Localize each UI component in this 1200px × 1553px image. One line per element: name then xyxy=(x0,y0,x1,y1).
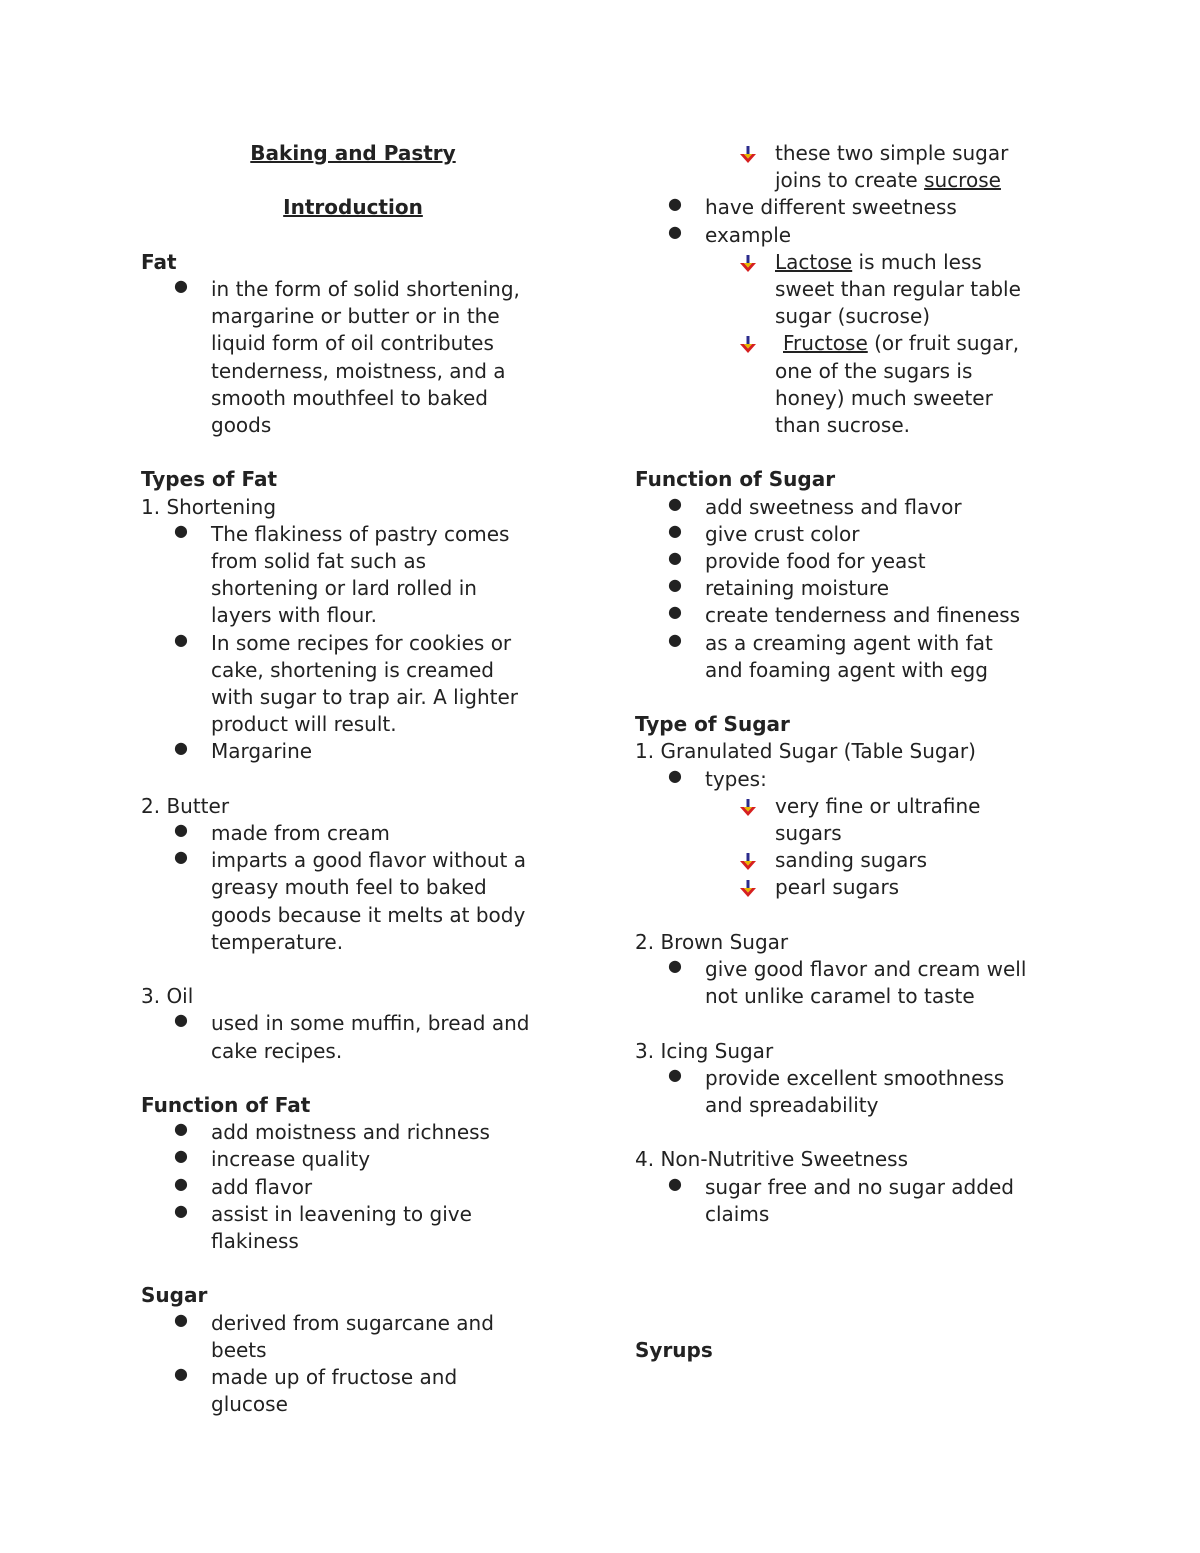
list-item: ● made up of fructose and glucose xyxy=(174,1364,458,1417)
arrow-bullet-icon xyxy=(739,799,757,817)
list-item: ● retaining moisture xyxy=(668,575,890,601)
list-item: ● imparts a good flavor without a greasy mouth feel to baked goods because it melts at body temperature. xyxy=(174,847,526,954)
bullet-icon: ● xyxy=(668,194,682,214)
bullet-icon: ● xyxy=(174,820,188,840)
list-item: ● give good flavor and cream well not unlike caramel to taste xyxy=(668,956,1027,1009)
subheading-brown-sugar: 2. Brown Sugar xyxy=(635,929,789,954)
subheading-non-nutritive: 4. Non-Nutritive Sweetness xyxy=(635,1147,909,1172)
bullet-icon: ● xyxy=(668,493,682,513)
arrow-bullet-icon xyxy=(739,336,757,354)
sub-list-item: Fructose (or fruit sugar, one of the sugars is honey) much sweeter than sucrose. xyxy=(635,330,1075,439)
heading-function-of-sugar: Function of Sugar xyxy=(635,467,836,492)
term-lactose: Lactose xyxy=(775,249,853,274)
list-item: ● used in some muffin, bread and cake recipes. xyxy=(174,1010,530,1063)
arrow-bullet-icon xyxy=(739,255,757,273)
bullet-icon: ● xyxy=(668,629,682,649)
sub-list-item: very fine or ultrafine sugars xyxy=(635,793,1075,847)
term-fructose: Fructose xyxy=(783,331,868,356)
subheading-oil: 3. Oil xyxy=(141,984,194,1009)
list-item: ● example xyxy=(668,221,792,247)
bullet-icon: ● xyxy=(174,1200,188,1220)
bullet-icon: ● xyxy=(174,1309,188,1329)
list-item: ● add sweetness and flavor xyxy=(668,493,962,519)
subheading-icing-sugar: 3. Icing Sugar xyxy=(635,1038,774,1063)
subheading-granulated: 1. Granulated Sugar (Table Sugar) xyxy=(635,739,976,764)
list-item: ● increase quality xyxy=(174,1146,371,1172)
bullet-icon: ● xyxy=(668,221,682,241)
bullet-icon: ● xyxy=(174,1010,188,1030)
list-item: ● sugar free and no sugar added claims xyxy=(668,1173,1014,1226)
sub-list-item: pearl sugars xyxy=(635,874,1075,901)
bullet-icon: ● xyxy=(174,275,188,295)
list-item: ● create tenderness and fineness xyxy=(668,602,1021,628)
list-item: ● add moistness and richness xyxy=(174,1119,490,1145)
list-item: ● provide food for yeast xyxy=(668,548,926,574)
bullet-icon: ● xyxy=(668,765,682,785)
heading-fat: Fat xyxy=(141,249,177,274)
heading-types-of-fat: Types of Fat xyxy=(141,467,278,492)
list-item: ● In some recipes for cookies or cake, shortening is creamed with sugar to trap air. A lighter product will result. xyxy=(174,629,519,737)
heading-syrups: Syrups xyxy=(635,1337,713,1362)
arrow-bullet-icon xyxy=(739,853,757,871)
bullet-icon: ● xyxy=(174,1173,188,1193)
list-item: ● provide excellent smoothness and spreadability xyxy=(668,1064,1005,1118)
heading-function-of-fat: Function of Fat xyxy=(141,1093,311,1118)
bullet-icon: ● xyxy=(668,1173,682,1193)
right-column xyxy=(635,140,1075,1364)
list-item: ● give crust color xyxy=(668,520,860,546)
list-item: ● have different sweetness xyxy=(668,194,957,220)
list-item: ● types: xyxy=(668,765,767,791)
bullet-icon: ● xyxy=(668,548,682,568)
list-item: ● The flakiness of pastry comes from solid fat such as shortening or lard rolled in layers with flour. xyxy=(174,520,510,628)
sub-list-item: Lactose is much less sweet than regular table sugar (sucrose) xyxy=(635,249,1075,331)
list-item: ● Margarine xyxy=(174,738,313,764)
bullet-icon: ● xyxy=(668,956,682,976)
list-item: ● as a creaming agent with fat and foaming agent with egg xyxy=(668,629,993,682)
arrow-bullet-icon xyxy=(739,880,757,898)
bullet-icon: ● xyxy=(174,738,188,758)
list-item: ● in the form of solid shortening, margarine or butter or in the liquid form of oil contributes tenderness, moistness, and a smooth mouthfeel to baked goods xyxy=(174,275,520,437)
list-item: ● add flavor xyxy=(174,1173,313,1199)
bullet-icon: ● xyxy=(174,1146,188,1166)
subheading-shortening: 1. Shortening xyxy=(141,494,277,519)
bullet-icon: ● xyxy=(174,629,188,649)
bullet-icon: ● xyxy=(174,847,188,867)
sub-list-item: sanding sugars xyxy=(635,847,1075,874)
heading-sugar: Sugar xyxy=(141,1283,208,1308)
bullet-icon: ● xyxy=(174,1364,188,1384)
bullet-icon: ● xyxy=(668,602,682,622)
bullet-icon: ● xyxy=(668,575,682,595)
list-item: ● assist in leavening to give flakiness xyxy=(174,1200,472,1254)
bullet-icon: ● xyxy=(668,520,682,540)
bullet-icon: ● xyxy=(174,1119,188,1139)
sub-list-item: these two simple sugar joins to create sucrose xyxy=(635,140,1075,194)
link-sucrose: sucrose xyxy=(924,168,1001,193)
document-subtitle: Introduction xyxy=(283,195,423,220)
document-title: Baking and Pastry xyxy=(250,141,456,165)
arrow-bullet-icon xyxy=(739,146,757,164)
left-column xyxy=(141,140,581,1418)
list-item: ● made from cream xyxy=(174,820,390,846)
subheading-butter: 2. Butter xyxy=(141,793,230,818)
list-item: ● derived from sugarcane and beets xyxy=(174,1309,494,1362)
bullet-icon: ● xyxy=(174,520,188,540)
heading-type-of-sugar: Type of Sugar xyxy=(635,712,790,737)
bullet-icon: ● xyxy=(668,1064,682,1084)
